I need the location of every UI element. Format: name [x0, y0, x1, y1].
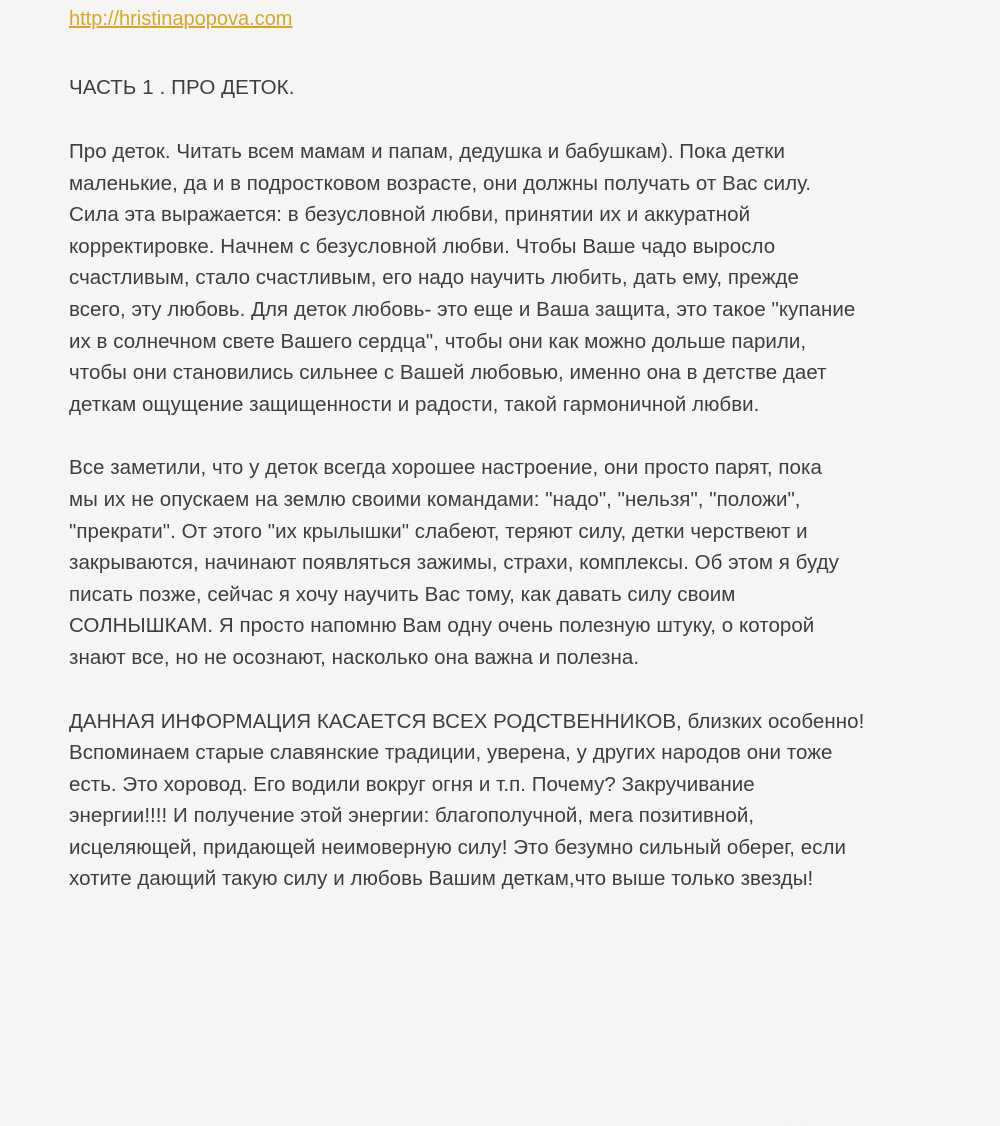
paragraph-1 — [69, 136, 969, 420]
paragraph-line: энергии!!!! И получение этой энергии: благополучной, мега позитивной, — [69, 804, 755, 828]
paragraph-line: есть. Это хоровод. Его водили вокруг огня и т.п. Почему? Закручивание — [69, 772, 755, 796]
paragraph-line: маленькие, да и в подростковом возрасте, они должны получать от Вас силу. — [69, 171, 812, 195]
paragraph-line: корректировке. Начнем с безусловной любви. Чтобы Ваше чадо выросло — [69, 234, 776, 258]
paragraph-line: писать позже, сейчас я хочу научить Вас тому, как давать силу своим — [69, 582, 736, 606]
paragraph-line: деткам ощущение защищенности и радости, такой гармоничной любви. — [69, 392, 760, 416]
paragraph-line: хотите дающий такую силу и любовь Вашим деткам,что выше только звезды! — [69, 867, 814, 891]
paragraph-line: "прекрати". От этого "их крылышки" слабеют, теряют силу, детки черствеют и — [69, 519, 808, 543]
paragraph-line: Все заметили, что у деток всегда хорошее настроение, они просто парят, пока — [69, 456, 822, 480]
note-body — [69, 4, 969, 895]
paragraph-line: СОЛНЫШКАМ. Я просто напомню Вам одну очень полезную штуку, о которой — [69, 614, 815, 638]
paragraph-line: ДАННАЯ ИНФОРМАЦИЯ КАСАЕТСЯ ВСЕХ РОДСТВЕННИКОВ, близких особенно! — [69, 709, 865, 733]
paragraph-line: чтобы они становились сильнее с Вашей любовью, именно она в детстве дает — [69, 361, 827, 385]
paragraph-line: знают все, но не осознают, насколько она важна и полезна. — [69, 645, 640, 669]
paragraph-line: всего, эту любовь. Для деток любовь- это еще и Ваша защита, это такое "купание — [69, 297, 856, 321]
website-link[interactable]: http://hristinapopova.com — [69, 8, 293, 30]
paragraph-line: счастливым, стало счастливым, его надо научить любить, дать ему, прежде — [69, 266, 799, 290]
paragraph-line: мы их не опускаем на землю своими командами: "надо", "нельзя", "положи", — [69, 487, 801, 511]
paragraph-line: их в солнечном свете Вашего сердца", чтобы они как можно дольше парили, — [69, 329, 807, 353]
paragraph-line: исцеляющей, придающей неимоверную силу! Это безумно сильный оберег, если — [69, 835, 847, 859]
paragraph-2 — [69, 452, 969, 673]
paragraph-line: Вспоминаем старые славянские традиции, уверена, у других народов они тоже — [69, 741, 833, 765]
paragraph-3 — [69, 706, 969, 896]
paragraph-line: закрываются, начинают появляться зажимы, страхи, комплексы. Об этом я буду — [69, 551, 839, 575]
section-heading: ЧАСТЬ 1 . ПРО ДЕТОК. — [69, 76, 295, 99]
paragraph-line: Про деток. Читать всем мамам и папам, дедушка и бабушкам). Пока детки — [69, 140, 785, 163]
paragraph-line: Сила эта выражается: в безусловной любви, принятии их и аккуратной — [69, 203, 751, 227]
